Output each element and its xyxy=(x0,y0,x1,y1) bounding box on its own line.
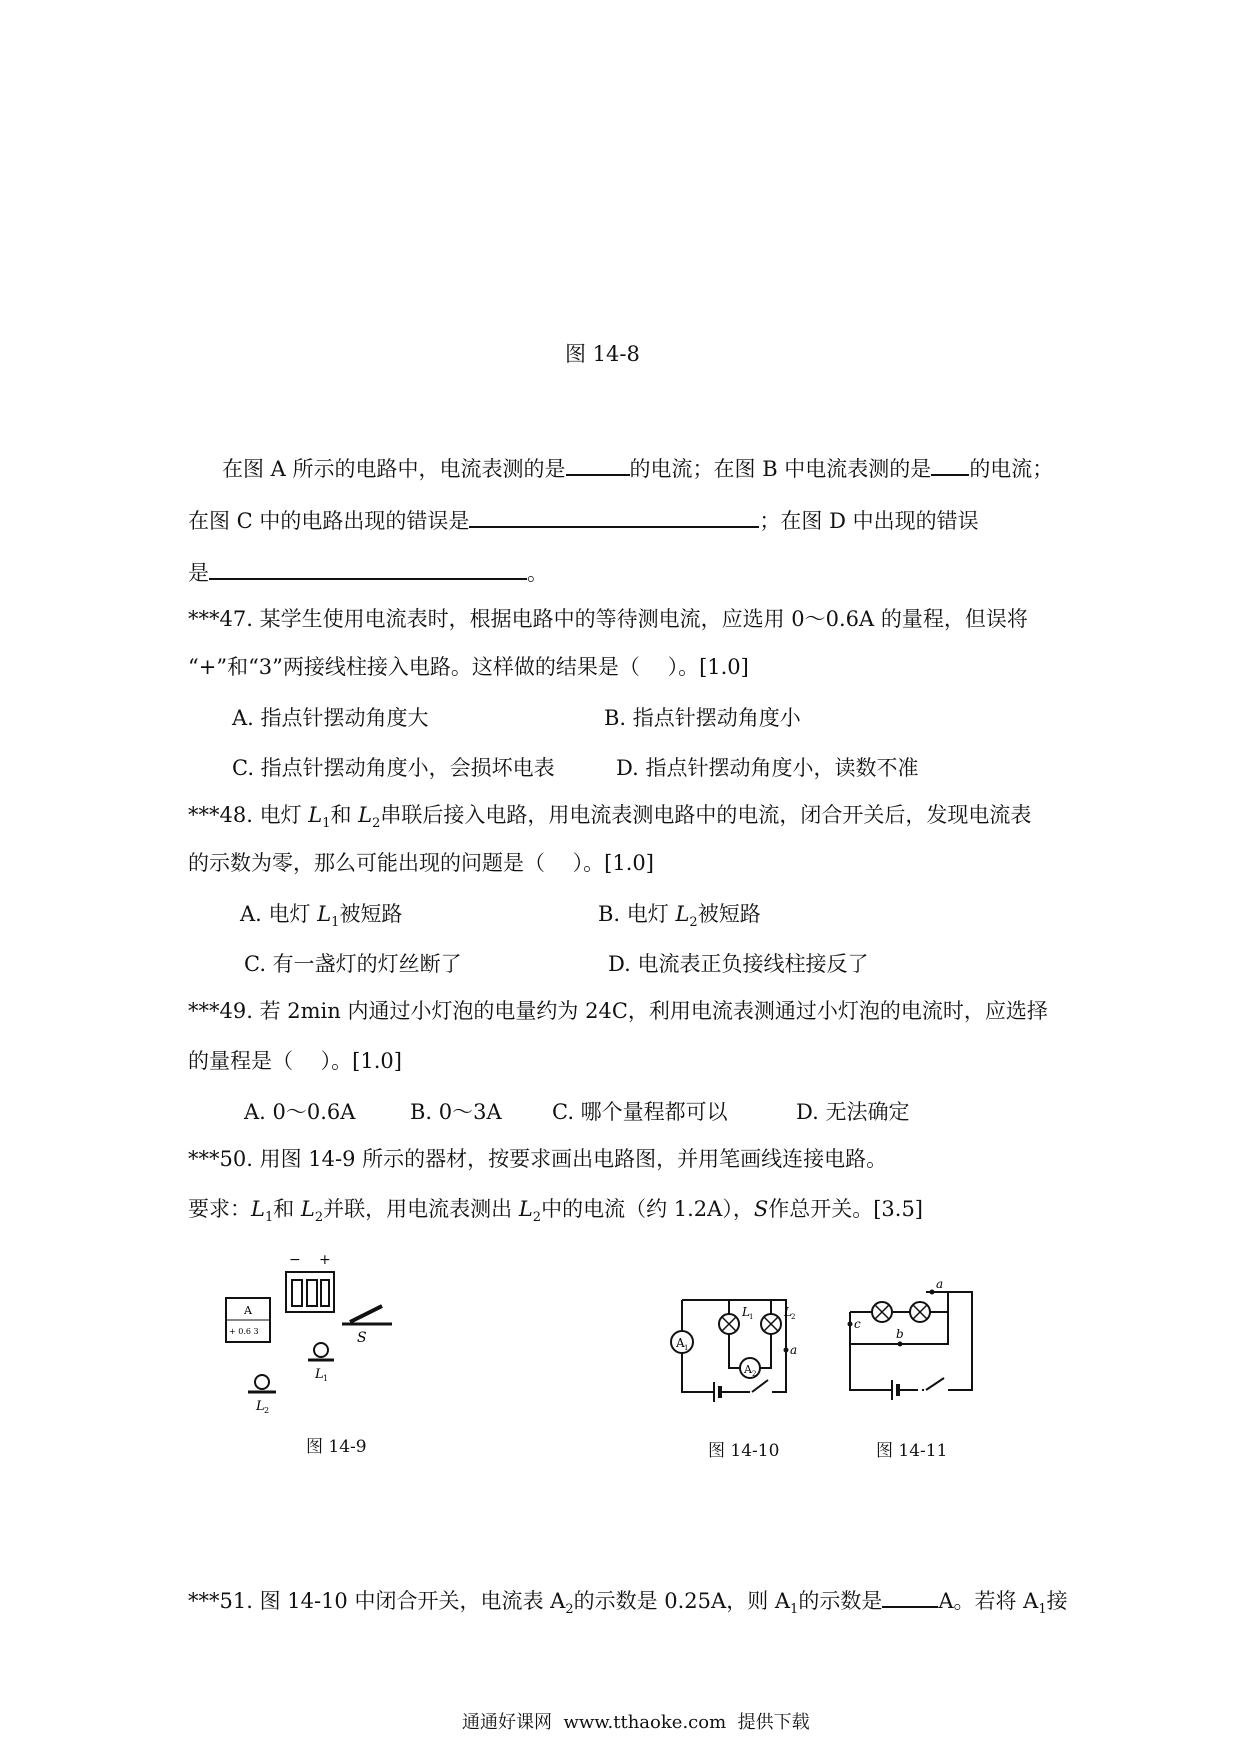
q51-text: 的示数是 0.25A，则 A xyxy=(573,1589,791,1613)
q48-option-a-text: 被短路 xyxy=(339,902,403,926)
q50-text: 并联，用电流表测出 xyxy=(323,1197,519,1221)
q48-option-a[interactable] xyxy=(240,898,402,930)
battery-plus-label: + xyxy=(319,1252,331,1268)
lamp-l1-sub: 1 xyxy=(749,1313,754,1321)
q46-blank-2[interactable] xyxy=(931,452,969,476)
lamp-l1-symbol: L xyxy=(308,803,323,827)
q49-option-c[interactable]: C. 哪个量程都可以 xyxy=(552,1100,728,1124)
ammeter-a1-label: A xyxy=(676,1336,685,1350)
q46-blank-4[interactable] xyxy=(209,556,527,580)
q50-text: 和 xyxy=(273,1197,301,1221)
ammeter-a2-label: A xyxy=(744,1363,752,1376)
q47-option-b[interactable]: B. 指点针摆动角度小 xyxy=(604,706,801,730)
q46-line2 xyxy=(188,504,979,536)
q51-text: A。若将 A xyxy=(938,1589,1039,1613)
q47-option-c[interactable]: C. 指点针摆动角度小，会损坏电表 xyxy=(232,756,555,780)
q50-text: 要求： xyxy=(188,1197,251,1221)
lamp-l1-subscript: 1 xyxy=(331,915,340,931)
point-a-label: a xyxy=(790,1343,798,1357)
q46-text: 在图 C 中的电路出现的错误是 xyxy=(188,509,470,533)
q51-line1 xyxy=(188,1584,1068,1625)
q46-text: 。 xyxy=(527,561,548,585)
q50-text: 作总开关。[3.5] xyxy=(768,1197,924,1221)
page-footer: 通通好课网 www.tthaoke.com 提供下载 xyxy=(462,1712,810,1733)
q48-option-b[interactable] xyxy=(598,898,761,930)
figure-14-9 xyxy=(220,1250,470,1440)
q48-option-c[interactable]: C. 有一盏灯的灯丝断了 xyxy=(244,952,462,976)
q46-line3 xyxy=(188,556,548,588)
q50-text: 中的电流（约 1.2A）， xyxy=(541,1197,754,1221)
q46-line1 xyxy=(222,452,1053,484)
lamp-l1-icon xyxy=(308,1343,334,1383)
q47-line1: ***47. 某学生使用电流表时，根据电路中的等待测电流，应选用 0～0.6A 的量程，但误将 xyxy=(188,607,1028,631)
lamp-l2-icon xyxy=(761,1314,781,1334)
lamp-l2-symbol: L xyxy=(300,1197,315,1221)
q51-text: 的示数是 xyxy=(798,1589,883,1613)
ammeter-a2-subscript: 2 xyxy=(565,1602,574,1618)
ammeter-label: A xyxy=(244,1304,252,1317)
figure-14-8-caption: 图 14-8 xyxy=(565,342,640,366)
ammeter-scale: + 0.6 3 xyxy=(229,1327,259,1336)
lamp-l1-subscript: 1 xyxy=(264,1210,274,1226)
q49-option-d[interactable]: D. 无法确定 xyxy=(796,1100,910,1124)
battery-minus-label: − xyxy=(289,1252,301,1268)
q46-text: 是 xyxy=(188,561,209,585)
lamp-l2-sub: 2 xyxy=(791,1313,796,1321)
q49-option-b[interactable]: B. 0～3A xyxy=(410,1100,502,1124)
lamp-l2-label: L xyxy=(784,1305,792,1319)
figure-14-9-caption: 图 14-9 xyxy=(306,1437,367,1457)
q50-line2 xyxy=(188,1194,923,1233)
ammeter-a1-sub: 1 xyxy=(684,1344,689,1352)
q50-line1: ***50. 用图 14-9 所示的器材，按要求画出电路图，并用笔画线连接电路。 xyxy=(188,1147,888,1171)
lamp-l2-subscript: 2 xyxy=(314,1210,324,1226)
ammeter-a1-subscript: 1 xyxy=(1038,1602,1047,1618)
lamp-l1-symbol: L xyxy=(317,902,332,926)
lamp-l2-subscript: 2 xyxy=(372,816,381,832)
q48-line1 xyxy=(188,800,1031,839)
q49-line2: 的量程是（ ）。[1.0] xyxy=(188,1049,402,1073)
q51-blank-1[interactable] xyxy=(882,1584,938,1608)
switch-icon xyxy=(342,1306,392,1346)
figure-14-10-caption: 图 14-10 xyxy=(708,1441,780,1461)
ammeter-a2-sub: 2 xyxy=(752,1370,757,1378)
point-c-label: c xyxy=(854,1317,861,1331)
lamp-l2-subscript: 2 xyxy=(532,1210,542,1226)
q48-text: 串联后接入电路，用电流表测电路中的电流，闭合开关后，发现电流表 xyxy=(380,803,1032,827)
q48-text: ***48. 电灯 xyxy=(188,803,309,827)
q47-option-d[interactable]: D. 指点针摆动角度小，读数不准 xyxy=(616,756,919,780)
lamp-l2-symbol: L xyxy=(358,803,373,827)
point-b-label: b xyxy=(896,1327,904,1341)
q46-text: 的电流； xyxy=(969,457,1054,481)
lamp-l2-symbol: L xyxy=(675,902,690,926)
q47-option-a[interactable]: A. 指点针摆动角度大 xyxy=(232,706,429,730)
lamp-l2-icon xyxy=(248,1375,276,1415)
lamp-l1-sub: 1 xyxy=(323,1374,329,1383)
q51-text: 接 xyxy=(1046,1589,1068,1613)
lamp-l1-symbol: L xyxy=(251,1197,265,1221)
q46-text: ；在图 D 中出现的错误 xyxy=(759,509,979,533)
q48-option-b-text: 被短路 xyxy=(697,902,761,926)
q46-blank-3[interactable] xyxy=(469,504,759,528)
lamp-l1-subscript: 1 xyxy=(322,816,331,832)
q49-line1: ***49. 若 2min 内通过小灯泡的电量约为 24C，利用电流表测通过小灯泡的电流时，应选择 xyxy=(188,999,1048,1023)
q47-line2: “+”和“3”两接线柱接入电路。这样做的结果是（ ）。[1.0] xyxy=(188,655,749,679)
battery-icon xyxy=(286,1252,334,1312)
figure-14-10 xyxy=(666,1272,816,1422)
lamp-l1-label: L xyxy=(742,1305,750,1319)
lamp-l1-label: L xyxy=(315,1367,324,1382)
ammeter-a1-subscript: 1 xyxy=(790,1602,799,1618)
q46-text: 的电流；在图 B 中电流表测的是 xyxy=(629,457,932,481)
q49-option-a[interactable]: A. 0～0.6A xyxy=(244,1100,356,1124)
q46-blank-1[interactable] xyxy=(566,452,630,476)
switch-label: S xyxy=(357,1330,367,1346)
q48-text: 和 xyxy=(330,803,359,827)
lamp-l2-label: L xyxy=(256,1399,265,1414)
ammeter-icon xyxy=(226,1298,270,1342)
q48-line2: 的示数为零，那么可能出现的问题是（ ）。[1.0] xyxy=(188,851,654,875)
q48-option-d[interactable]: D. 电流表正负接线柱接反了 xyxy=(608,952,869,976)
q51-text: ***51. 图 14-10 中闭合开关，电流表 A xyxy=(188,1589,566,1613)
lamp-icon xyxy=(872,1302,892,1322)
q46-text: 在图 A 所示的电路中，电流表测的是 xyxy=(222,457,566,481)
lamp-icon xyxy=(910,1302,930,1322)
point-a-label: a xyxy=(936,1277,944,1291)
figure-14-11 xyxy=(832,1272,992,1422)
switch-symbol: S xyxy=(753,1197,769,1221)
lamp-l2-subscript: 2 xyxy=(689,915,698,931)
lamp-l2-sub: 2 xyxy=(264,1406,270,1415)
q48-option-a-text: A. 电灯 xyxy=(240,902,318,926)
lamp-l2-symbol: L xyxy=(518,1197,533,1221)
figure-14-11-caption: 图 14-11 xyxy=(876,1441,948,1461)
lamp-l1-icon xyxy=(719,1314,739,1334)
q48-option-b-text: B. 电灯 xyxy=(598,902,676,926)
